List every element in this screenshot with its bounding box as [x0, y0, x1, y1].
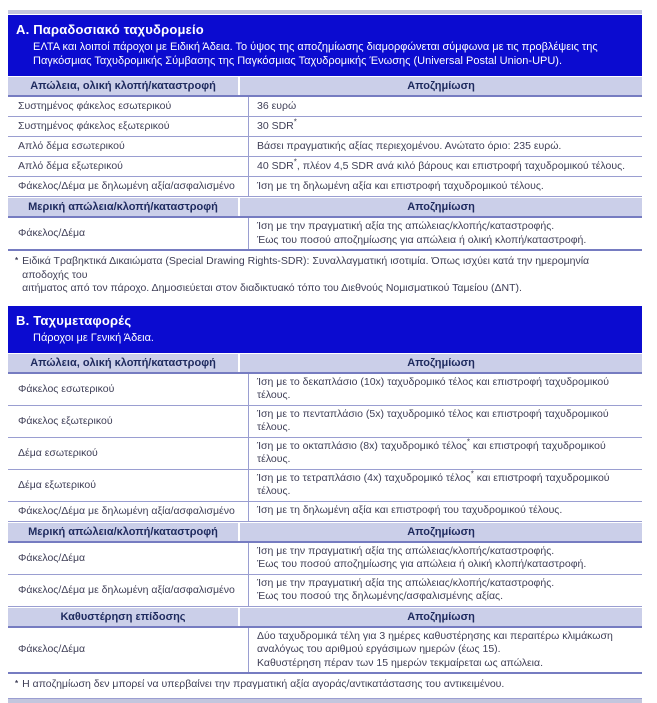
- item-cell: Δέμα εσωτερικού: [18, 446, 98, 459]
- column-header-row: [8, 522, 642, 543]
- column-header-item: Μερική απώλεια/κλοπή/καταστροφή: [28, 525, 218, 538]
- compensation-line: Ίση με το τετραπλάσιο (4x) ταχυδρομικό τέλος* και επιστροφή ταχυδρομικού τέλους.: [257, 469, 610, 497]
- footnote-asterisk: *: [293, 157, 297, 167]
- compensation-cell: [248, 575, 642, 606]
- postal-compensation-document: [8, 10, 642, 703]
- table-row: [8, 543, 642, 575]
- footnote-a: [8, 251, 642, 301]
- column-header-row: [8, 353, 642, 374]
- table-row: [8, 97, 642, 117]
- compensation-cell: [248, 117, 642, 136]
- footnote-line: αιτήματος από τον πάροχο. Δημοσιεύεται στον διαδικτυακό τόπο του Διεθνούς Νομισματικού Ταμείου (ΔΝΤ).: [22, 282, 522, 294]
- compensation-line: Ίση με την πραγματική αξία της απώλειας/κλοπής/καταστροφής.: [257, 220, 555, 232]
- compensation-line: Ίση με την πραγματική αξία της απώλειας/κλοπής/καταστροφής.: [257, 576, 555, 589]
- compensation-line: Έως του ποσού αποζημίωσης για απώλεια ή ολική κλοπή/καταστροφή.: [257, 558, 587, 570]
- compensation-line: Ίση με το οκταπλάσιο (8x) ταχυδρομικό τέλος* και επιστροφή ταχυδρομικού τέλους.: [257, 437, 606, 465]
- compensation-line: Ίση με το δεκαπλάσιο (10x) ταχυδρομικό τέλος και επιστροφή ταχυδρομικού τέλους.: [257, 375, 609, 401]
- compensation-cell: [248, 628, 642, 673]
- compensation-cell: [248, 470, 642, 501]
- item-cell: Φάκελος/Δέμα με δηλωμένη αξία/ασφαλισμένο: [18, 504, 235, 517]
- footnote-asterisk: *: [15, 256, 19, 265]
- column-header-item: Απώλεια, ολική κλοπή/καταστροφή: [30, 80, 216, 92]
- compensation-line: Έως του ποσού αποζημίωσης για απώλεια ή ολική κλοπή/καταστροφή.: [257, 233, 587, 246]
- table-row: [8, 157, 642, 177]
- compensation-line: Καθυστέρηση πέραν των 15 ημερών τεκμαίρεται ως απώλεια.: [257, 656, 543, 669]
- item-cell: Φάκελος/Δέμα: [18, 643, 86, 656]
- item-cell: Φάκελος/Δέμα: [18, 551, 86, 564]
- compensation-cell: [248, 502, 642, 521]
- column-header-compensation: Αποζημίωση: [238, 608, 642, 626]
- column-header-compensation: Αποζημίωση: [238, 198, 642, 216]
- compensation-line: Δύο ταχυδρομικά τέλη για 3 ημέρες καθυστέρησης και περαιτέρω κλιμάκωση: [257, 629, 613, 642]
- column-header-item: Απώλεια, ολική κλοπή/καταστροφή: [30, 356, 216, 369]
- compensation-cell: [248, 97, 642, 116]
- table-row: [8, 117, 642, 137]
- column-header-item: Μερική απώλεια/κλοπή/καταστροφή: [28, 201, 218, 213]
- section-subtitle: Πάροχοι με Γενική Άδεια.: [33, 331, 154, 344]
- compensation-line: Έως του ποσού της δηλωμένης/ασφαλισμένης αξίας.: [257, 590, 504, 602]
- section-header-b: [8, 306, 642, 353]
- footnote-text: [22, 255, 638, 296]
- column-header-row: [8, 76, 642, 97]
- footnote-asterisk: *: [470, 469, 474, 478]
- table-row: [8, 218, 642, 251]
- footnote-line: Η αποζημίωση δεν μπορεί να υπερβαίνει την πραγματική αξία αγοράς/αντικατάστασης του αντικειμένου.: [22, 678, 505, 690]
- section-subtitle: ΕΛΤΑ και λοιποί πάροχοι με Ειδική Άδεια. Το ύψος της αποζημίωσης διαμορφώνεται σύμφωνα με τις προβλέψεις της Παγκόσμιας Ταχυδρομικής Σύμβασης της Παγκόσμιας Ταχυδρομικής Ένωσης (Universal Postal Union-UPU).: [33, 41, 598, 67]
- column-header-item: Καθυστέρηση επίδοσης: [60, 610, 186, 623]
- table-row: [8, 502, 642, 522]
- compensation-cell: [248, 374, 642, 405]
- compensation-cell: [248, 218, 642, 249]
- item-cell: Συστημένος φάκελος εξωτερικού: [18, 120, 170, 132]
- item-cell: Φάκελος εσωτερικού: [18, 382, 115, 395]
- compensation-line: αναλόγως του αριθμού εργάσιμων ημερών (έως 15).: [257, 643, 501, 655]
- section-a: [8, 10, 642, 301]
- bottom-border-bar: [8, 698, 642, 703]
- item-cell: Συστημένος φάκελος εσωτερικού: [18, 100, 172, 112]
- footnote-text: [22, 678, 504, 692]
- item-cell: Φάκελος/Δέμα με δηλωμένη αξία/ασφαλισμένο: [18, 583, 235, 596]
- compensation-line: Ίση με την πραγματική αξία της απώλειας/κλοπής/καταστροφής.: [257, 544, 555, 557]
- item-cell: Φάκελος/Δέμα με δηλωμένη αξία/ασφαλισμένο: [18, 180, 235, 192]
- item-cell: Φάκελος/Δέμα: [18, 227, 86, 239]
- table-row: [8, 628, 642, 675]
- table-row: [8, 575, 642, 607]
- footnote-asterisk: *: [466, 437, 470, 446]
- footnote-asterisk: *: [15, 679, 19, 688]
- compensation-line: Ίση με τη δηλωμένη αξία και επιστροφή του ταχυδρομικού τέλους.: [257, 504, 563, 517]
- section-header-a: [8, 15, 642, 76]
- compensation-line: Βάσει πραγματικής αξίας περιεχομένου. Ανώτατο όριο: 235 ευρώ.: [257, 139, 562, 152]
- item-cell: Δέμα εξωτερικού: [18, 478, 97, 491]
- compensation-line: Ίση με το πενταπλάσιο (5x) ταχυδρομικό τέλος και επιστροφή ταχυδρομικού τέλους.: [257, 407, 609, 433]
- table-row: [8, 137, 642, 157]
- compensation-cell: [248, 438, 642, 469]
- column-header-row: [8, 197, 642, 218]
- compensation-line: 30 SDR*: [257, 117, 297, 132]
- compensation-cell: [248, 543, 642, 574]
- column-header-compensation: Αποζημίωση: [238, 77, 642, 95]
- compensation-cell: [248, 406, 642, 437]
- column-header-row: [8, 607, 642, 628]
- footnote-line: Ειδικά Τραβηκτικά Δικαιώματα (Special Drawing Rights-SDR): Συναλλαγματική ισοτιμία. Όπως ισχύει κατά την ημερομηνία αποδοχής του: [22, 255, 590, 281]
- section-b: [8, 306, 642, 703]
- table-row: [8, 438, 642, 470]
- item-cell: Απλό δέμα εξωτερικού: [18, 160, 123, 172]
- column-header-compensation: Αποζημίωση: [238, 354, 642, 372]
- compensation-cell: [248, 157, 642, 176]
- item-cell: Φάκελος εξωτερικού: [18, 414, 113, 427]
- section-title: Α. Παραδοσιακό ταχυδρομείο: [16, 22, 204, 37]
- table-row: [8, 177, 642, 197]
- section-title: Β. Ταχυμεταφορές: [16, 312, 132, 328]
- footnote-b: [8, 674, 642, 697]
- top-border-bar: [8, 10, 642, 14]
- table-row: [8, 374, 642, 406]
- footnote-asterisk: *: [293, 117, 297, 127]
- compensation-line: 36 ευρώ: [257, 99, 297, 112]
- compensation-cell: [248, 137, 642, 156]
- column-header-compensation: Αποζημίωση: [238, 523, 642, 541]
- table-row: [8, 406, 642, 438]
- compensation-cell: [248, 177, 642, 196]
- table-row: [8, 470, 642, 502]
- compensation-line: 40 SDR*, πλέον 4,5 SDR ανά κιλό βάρους και επιστροφή ταχυδρομικού τέλους.: [257, 157, 626, 172]
- compensation-line: Ίση με τη δηλωμένη αξία και επιστροφή ταχυδρομικού τέλους.: [257, 179, 544, 192]
- item-cell: Απλό δέμα εσωτερικού: [18, 140, 125, 152]
